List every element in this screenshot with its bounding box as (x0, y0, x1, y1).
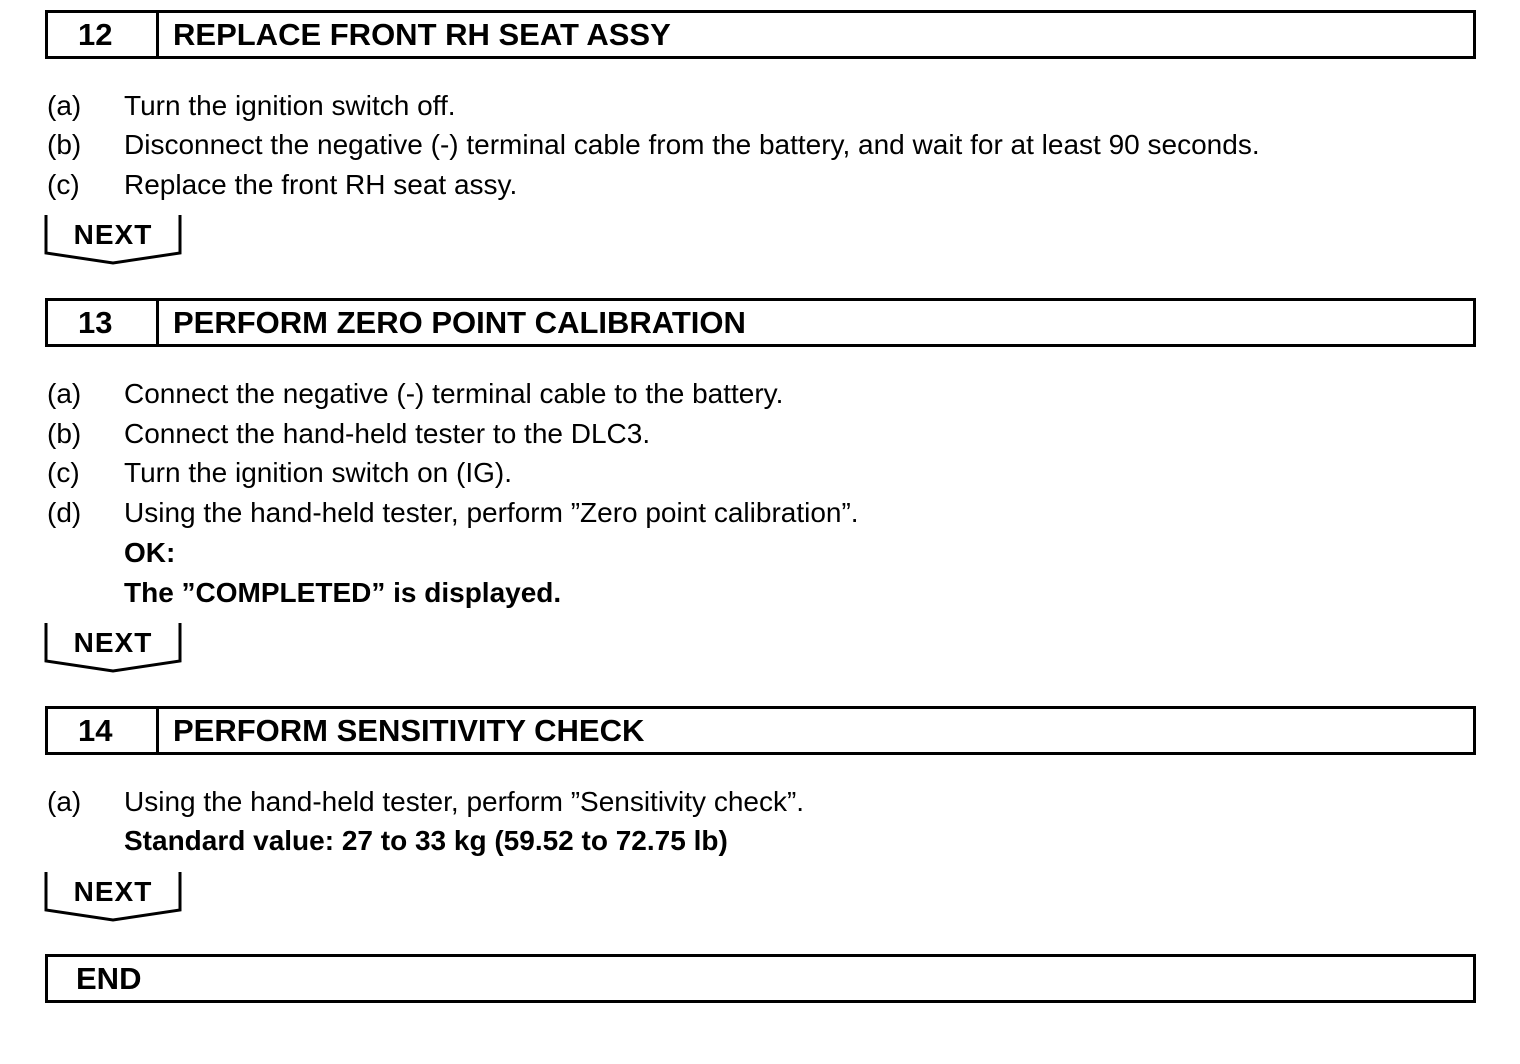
step-title: PERFORM ZERO POINT CALIBRATION (173, 305, 746, 340)
step-number: 14 (48, 709, 159, 752)
step-label: (a) (47, 786, 82, 817)
step-text: Turn the ignition switch off. (124, 90, 456, 121)
step-label: (a) (47, 378, 82, 409)
step-header-13 (45, 298, 1476, 347)
step-label: (b) (47, 129, 82, 160)
step-label: (b) (47, 418, 82, 449)
next-label: NEXT (73, 219, 153, 250)
step-number: 13 (48, 301, 159, 344)
step-number: 12 (48, 13, 159, 56)
step-text: Using the hand-held tester, perform ”Zero point calibration”. (124, 497, 859, 528)
step-label: (c) (47, 457, 80, 488)
end-label: END (76, 961, 142, 996)
step-text: Turn the ignition switch on (IG). (124, 457, 513, 488)
next-arrow (44, 213, 182, 265)
step-label: (c) (47, 169, 80, 200)
step-text: Replace the front RH seat assy. (124, 169, 518, 200)
step-text: Using the hand-held tester, perform ”Sensitivity check”. (124, 786, 805, 817)
step-title: REPLACE FRONT RH SEAT ASSY (173, 17, 671, 52)
next-label: NEXT (73, 627, 153, 658)
step-label: (a) (47, 90, 82, 121)
step-header-12 (45, 10, 1476, 59)
ok-label: OK: (124, 537, 176, 568)
next-arrow (44, 870, 182, 922)
next-label: NEXT (73, 876, 153, 907)
step-title: PERFORM SENSITIVITY CHECK (173, 713, 645, 748)
next-arrow (44, 621, 182, 673)
step-label: (d) (47, 497, 82, 528)
step-header-14 (45, 706, 1476, 755)
step-text: Disconnect the negative (-) terminal cable from the battery, and wait for at least 90 seconds. (124, 129, 1260, 160)
step-text: Connect the hand-held tester to the DLC3. (124, 418, 651, 449)
standard-value: Standard value: 27 to 33 kg (59.52 to 72.75 lb) (124, 825, 728, 856)
step-text: Connect the negative (-) terminal cable to the battery. (124, 378, 784, 409)
ok-criteria: The ”COMPLETED” is displayed. (124, 577, 562, 608)
end-box (45, 954, 1476, 1003)
